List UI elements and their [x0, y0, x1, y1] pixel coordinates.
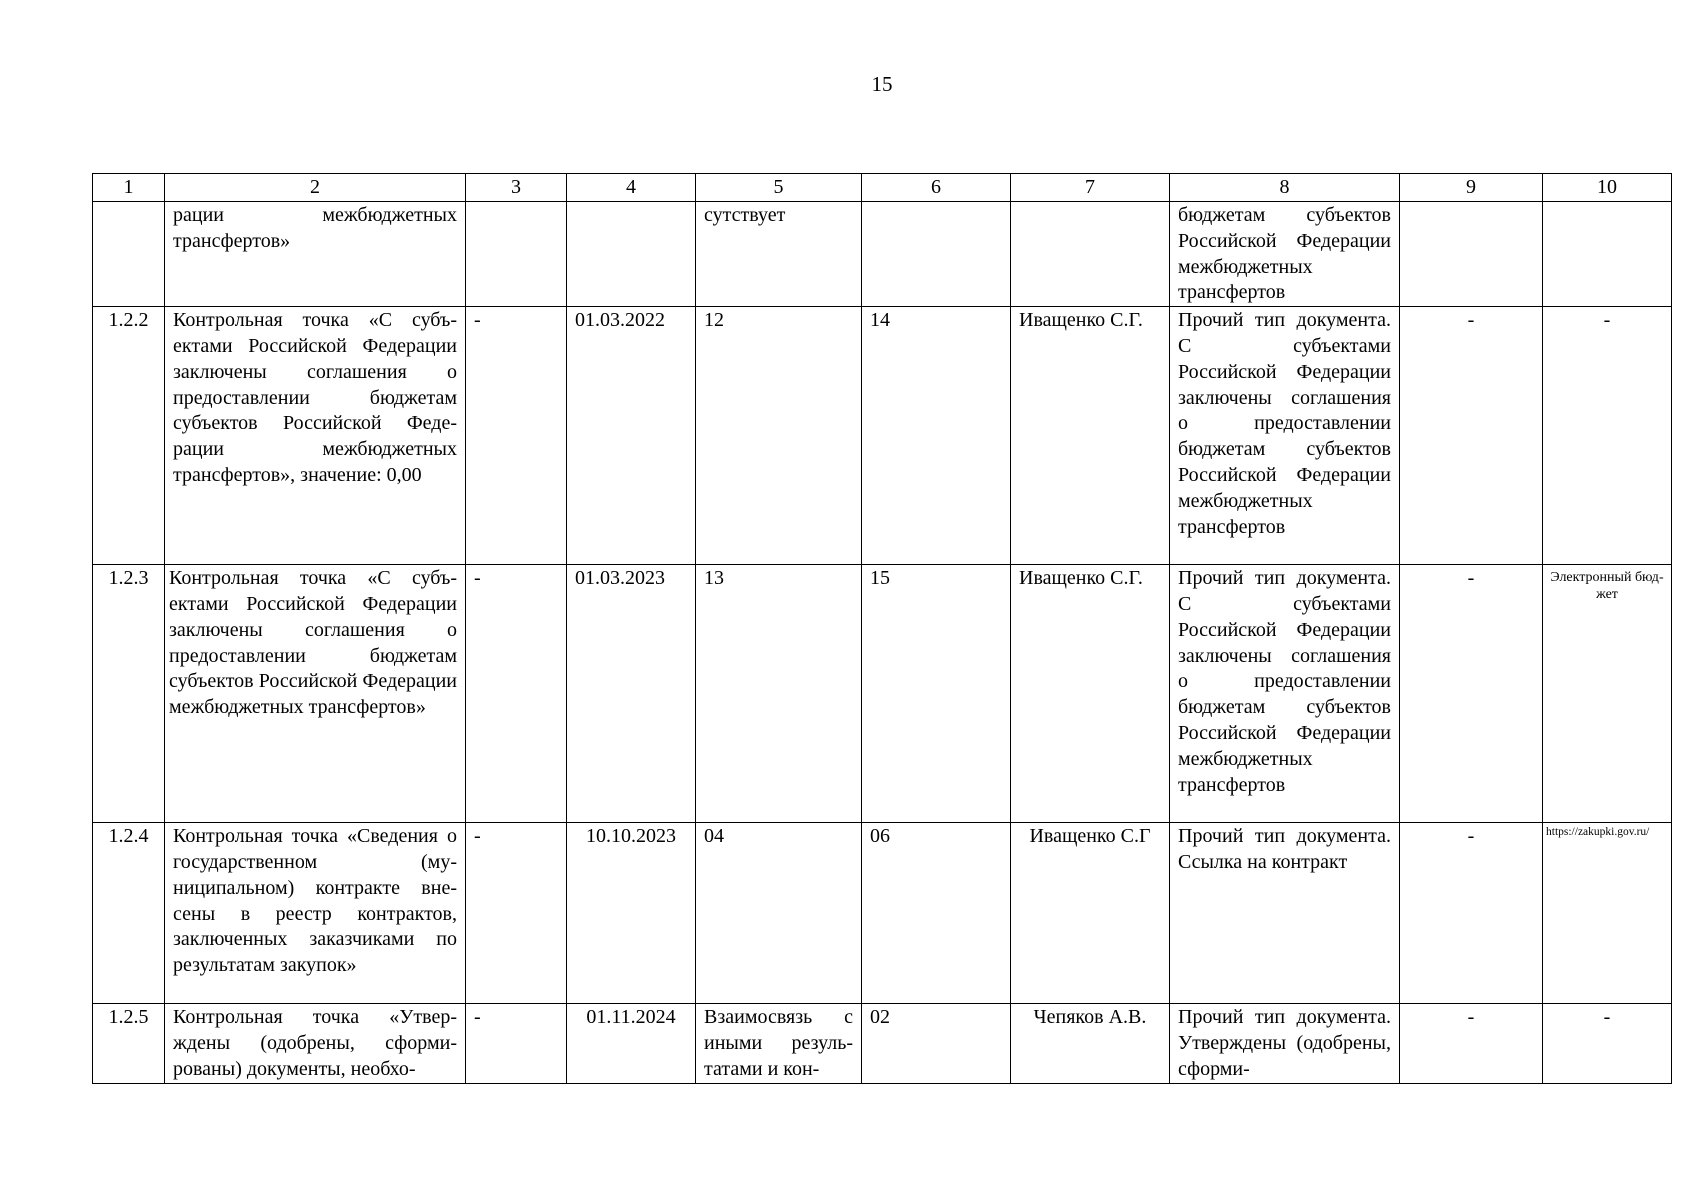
cell-col4: 01.11.2024 — [567, 1004, 696, 1083]
cell-col10 — [1543, 202, 1672, 307]
cell-col3: - — [466, 823, 567, 1004]
cell-col8: Прочий тип документа. Утверждены (одобрены, сформи- — [1170, 1004, 1400, 1083]
cell-col8: Прочий тип документа. С субъектами Российской Федерации заключены соглашения о предоставлении бюджетам субъектов Российской Федерации межбюджетных трансфертов — [1170, 307, 1400, 565]
cell-col7: Чепяков А.В. — [1011, 1004, 1170, 1083]
header-cell: 5 — [696, 174, 862, 202]
control-point-name: Контрольная точка «С субъектами Российской Федерации заключены соглашения о предоставлении бюджетам субъектов Российской Федерации межбюджетных трансфертов» — [165, 565, 466, 823]
cell-col3: - — [466, 307, 567, 565]
cell-col7: Иващенко С.Г. — [1011, 307, 1170, 565]
cell-col9 — [1400, 202, 1543, 307]
cell-col10: - — [1543, 1004, 1672, 1083]
header-cell: 8 — [1170, 174, 1400, 202]
page-number: 15 — [871, 72, 893, 96]
cell-col6: 06 — [862, 823, 1011, 1004]
cell-col7: Иващенко С.Г — [1011, 823, 1170, 1004]
header-cell: 3 — [466, 174, 567, 202]
header-cell: 7 — [1011, 174, 1170, 202]
header-cell: 9 — [1400, 174, 1543, 202]
cell-col4 — [567, 202, 696, 307]
cell-col4: 01.03.2022 — [567, 307, 696, 565]
control-point-name: Контрольная точка «Сведения о государственном (муниципальном) контракте внесены в реестр контрактов, заключенных заказчиками по результатам закупок» — [165, 823, 466, 1004]
cell-col7: Иващенко С.Г. — [1011, 565, 1170, 823]
cell-col5: сутствует — [696, 202, 862, 307]
row-number: 1.2.2 — [93, 307, 165, 565]
cell-col9: - — [1400, 823, 1543, 1004]
cell-col6: 14 — [862, 307, 1011, 565]
cell-col8: Прочий тип документа. Ссылка на контракт — [1170, 823, 1400, 1004]
cell-col7 — [1011, 202, 1170, 307]
cell-col10: - — [1543, 307, 1672, 565]
cell-col5: 12 — [696, 307, 862, 565]
cell-col8: Прочий тип документа. С субъектами Российской Федерации заключены соглашения о предоставлении бюджетам субъектов Российской Федерации межбюджетных трансфертов — [1170, 565, 1400, 823]
table-row — [93, 1004, 1672, 1083]
table-row — [93, 565, 1672, 823]
row-number: 1.2.3 — [93, 565, 165, 823]
row-number: 1.2.4 — [93, 823, 165, 1004]
header-cell: 4 — [567, 174, 696, 202]
cell-col4: 10.10.2023 — [567, 823, 696, 1004]
cell-col10: Электронный бюджет — [1543, 565, 1672, 823]
cell-col6 — [862, 202, 1011, 307]
cell-col9: - — [1400, 565, 1543, 823]
row-number: 1.2.5 — [93, 1004, 165, 1083]
cell-col8: бюджетам субъектов Российской Федерации межбюджетных трансфертов — [1170, 202, 1400, 307]
row-number — [93, 202, 165, 307]
cell-col3: - — [466, 1004, 567, 1083]
cell-col3: - — [466, 565, 567, 823]
header-cell: 2 — [165, 174, 466, 202]
control-points-table — [92, 173, 1672, 1084]
control-point-name: Контрольная точка «Утверждены (одобрены, сформированы) документы, необхо- — [165, 1004, 466, 1083]
control-point-name: рации межбюджетных трансфертов» — [165, 202, 466, 307]
table-row — [93, 823, 1672, 1004]
cell-col9: - — [1400, 307, 1543, 565]
source-link[interactable]: https://zakupki.gov.ru/ — [1543, 823, 1672, 1004]
cell-col3 — [466, 202, 567, 307]
cell-col5: Взаимосвязь с иными результатами и кон- — [696, 1004, 862, 1083]
control-point-name: Контрольная точка «С субъектами Российской Федерации заключены соглашения о предоставлении бюджетам субъектов Российской Федерации межбюджетных трансфертов», значение: 0,00 — [165, 307, 466, 565]
header-row — [93, 174, 1672, 202]
cell-col9: - — [1400, 1004, 1543, 1083]
cell-col6: 15 — [862, 565, 1011, 823]
header-cell: 6 — [862, 174, 1011, 202]
table-row — [93, 202, 1672, 307]
cell-col4: 01.03.2023 — [567, 565, 696, 823]
cell-col5: 13 — [696, 565, 862, 823]
cell-col6: 02 — [862, 1004, 1011, 1083]
cell-col5: 04 — [696, 823, 862, 1004]
header-cell: 10 — [1543, 174, 1672, 202]
table-row — [93, 307, 1672, 565]
header-cell: 1 — [93, 174, 165, 202]
